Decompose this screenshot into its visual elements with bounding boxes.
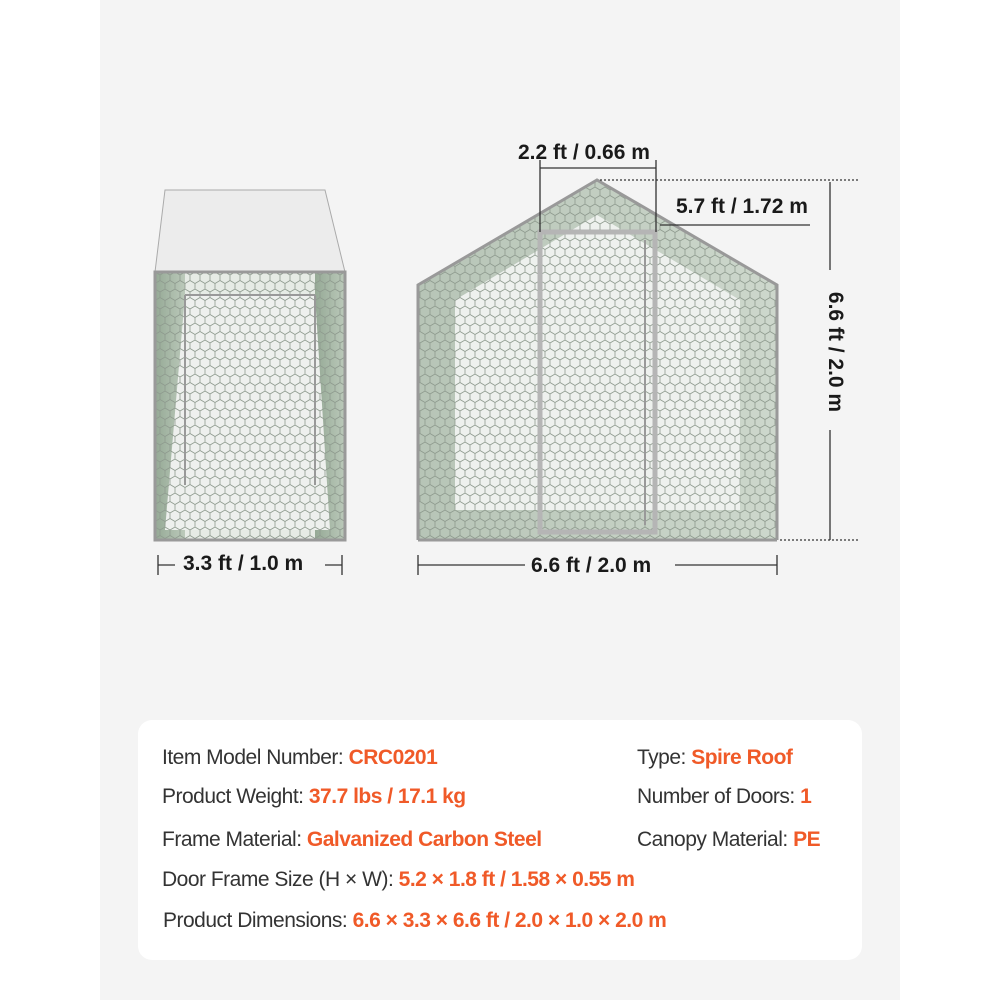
roof-top-dimension: 2.2 ft / 0.66 m bbox=[518, 141, 650, 164]
spec-frame: Frame Material: Galvanized Carbon Steel bbox=[162, 828, 542, 851]
wall-height-dimension: 5.7 ft / 1.72 m bbox=[676, 195, 808, 218]
side-width-dimension: 3.3 ft / 1.0 m bbox=[183, 552, 304, 575]
spec-doors: Number of Doors: 1 bbox=[637, 785, 812, 808]
side-view-coop bbox=[155, 190, 345, 540]
spec-door-size: Door Frame Size (H × W): 5.2 × 1.8 ft / 1.58 × 0.55 m bbox=[162, 868, 635, 891]
height-dimension: 6.6 ft / 2.0 m bbox=[824, 291, 848, 413]
spec-canopy: Canopy Material: PE bbox=[637, 828, 821, 851]
spec-weight: Product Weight: 37.7 lbs / 17.1 kg bbox=[162, 785, 466, 808]
spec-model: Item Model Number: CRC0201 bbox=[162, 746, 438, 769]
spec-type: Type: Spire Roof bbox=[637, 746, 793, 769]
spec-card bbox=[138, 720, 862, 960]
front-view-coop bbox=[418, 180, 777, 540]
front-width-dimension: 6.6 ft / 2.0 m bbox=[531, 554, 652, 577]
spec-product-dimensions: Product Dimensions: 6.6 × 3.3 × 6.6 ft / 2.0 × 1.0 × 2.0 m bbox=[163, 909, 667, 932]
